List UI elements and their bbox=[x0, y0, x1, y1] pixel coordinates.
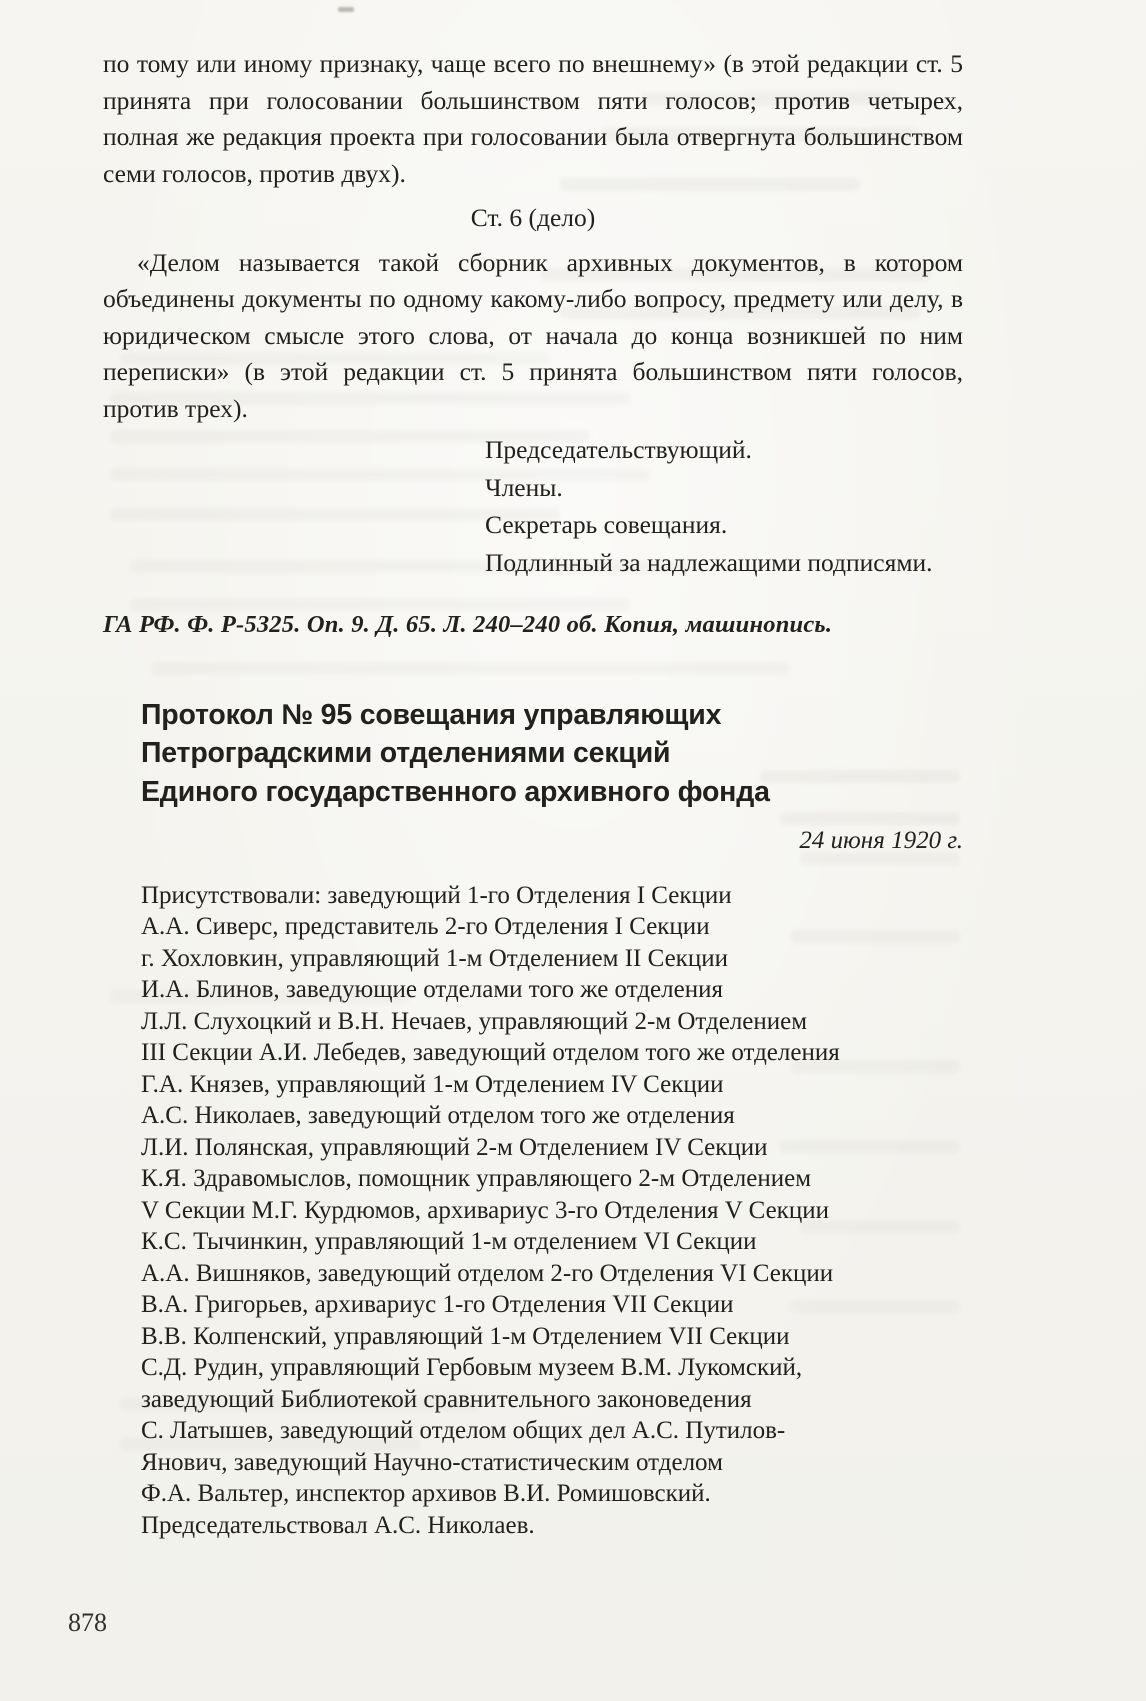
attendee-line: Ф.А. Вальтер, инспектор архивов В.И. Ромишовский. bbox=[141, 1480, 711, 1507]
attendee-line: С. Латышев, заведующий отделом общих дел А.С. Путилов- bbox=[141, 1417, 786, 1444]
attendee-line: С.Д. Рудин, управляющий Гербовым музеем В.М. Лукомский, bbox=[141, 1354, 803, 1381]
signature-line: Председательствующий. bbox=[485, 435, 752, 464]
continuation-paragraph: по тому или иному признаку, чаще всего по внешнему» (в этой редакции ст. 5 принята при голосовании большинством пяти голосов; против четырех, полная же редакция проекта при голосовании была отвергнута большинством семи голосов, против двух). bbox=[103, 49, 963, 188]
attendee-line: Янович, заведующий Научно-статистическим отделом bbox=[141, 1448, 723, 1476]
protocol-title-line: Петроградскими отделениями секций bbox=[141, 737, 671, 769]
attendee-line: А.А. Сиверс, представитель 2-го Отделения I Секции bbox=[141, 913, 710, 940]
attendee-line: Председательствовал А.С. Николаев. bbox=[141, 1511, 535, 1539]
protocol-title bbox=[141, 696, 963, 812]
attendee-line: И.А. Блинов, заведующие отделами того же отделения bbox=[141, 976, 723, 1003]
protocol-title-line: Единого государственного архивного фонда bbox=[141, 775, 770, 808]
article-paragraph: «Делом называется такой сборник архивных документов, в котором объединены документы по одному какому-либо вопросу, предмету или делу, в юридическом смысле этого слова, от начала до конца возникшей по ним переписки» (в этой редакции ст. 5 принята большинством пяти голосов, против трех). bbox=[103, 247, 963, 423]
attendee-line: Л.Л. Слухоцкий и В.Н. Нечаев, управляющий 2-м Отделением bbox=[141, 1007, 808, 1035]
attendee-line: К.С. Тычинкин, управляющий 1-м отделением VI Секции bbox=[141, 1228, 757, 1255]
attendee-line: Л.И. Полянская, управляющий 2-м Отделением IV Секции bbox=[141, 1133, 768, 1161]
attendee-line: V Секции М.Г. Курдюмов, архивариус 3-го Отделения V Секции bbox=[141, 1196, 829, 1224]
attendee-line: Г.А. Князев, управляющий 1-м Отделением IV Секции bbox=[141, 1070, 724, 1098]
attendee-line: заведующий Библиотекой сравнительного законоведения bbox=[141, 1385, 752, 1413]
source-citation: ГА РФ. Ф. Р-5325. Оп. 9. Д. 65. Л. 240–240 об. Копия, машинопись. bbox=[103, 611, 833, 638]
page-number: 878 bbox=[68, 1608, 107, 1637]
signature-line: Подлинный за надлежащими подписями. bbox=[485, 547, 933, 577]
attendee-line: К.Я. Здравомыслов, помощник управляющего 2-м Отделением bbox=[141, 1165, 812, 1192]
attendee-line: В.В. Колпенский, управляющий 1-м Отделением VII Секции bbox=[141, 1322, 790, 1350]
signature-block bbox=[103, 431, 963, 581]
protocol-title-line: Протокол № 95 совещания управляющих bbox=[141, 698, 722, 731]
article-heading: Ст. 6 (дело) bbox=[470, 203, 596, 232]
attendee-line: А.А. Вишняков, заведующий отделом 2-го Отделения VI Секции bbox=[141, 1259, 834, 1287]
attendee-line: III Секции А.И. Лебедев, заведующий отделом того же отделения bbox=[141, 1039, 840, 1066]
attendee-line: Присутствовали: заведующий 1-го Отделения I Секции bbox=[141, 881, 732, 909]
attendee-line: В.А. Григорьев, архивариус 1-го Отделения VII Секции bbox=[141, 1291, 734, 1318]
signature-line: Секретарь совещания. bbox=[485, 510, 728, 539]
signature-line: Члены. bbox=[485, 472, 563, 502]
protocol-date: 24 июня 1920 г. bbox=[799, 827, 963, 854]
attendee-line: А.С. Николаев, заведующий отделом того же отделения bbox=[141, 1102, 735, 1129]
attendees-list bbox=[141, 880, 963, 1542]
attendee-line: г. Хохловкин, управляющий 1-м Отделением II Секции bbox=[141, 944, 728, 972]
